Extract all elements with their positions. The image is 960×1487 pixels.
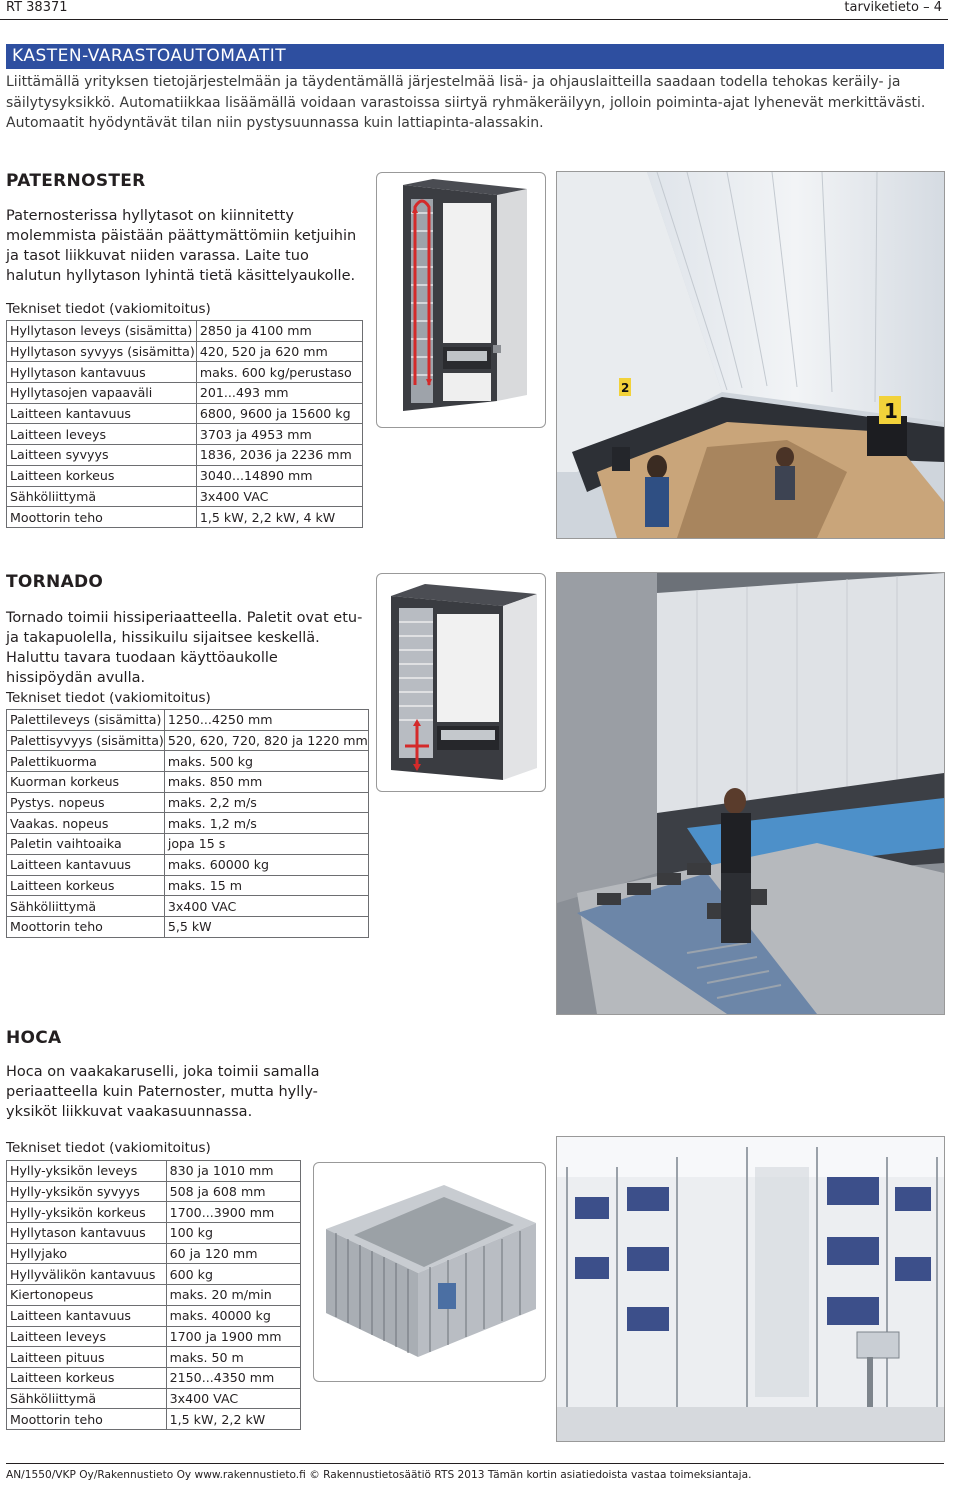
spec-label: Hyllyjako	[7, 1243, 167, 1264]
spec-value: maks. 850 mm	[164, 772, 368, 793]
spec-label: Sähköliittymä	[7, 896, 165, 917]
spec-label: Palettileveys (sisämitta)	[7, 710, 165, 731]
spec-value: 508 ja 608 mm	[166, 1181, 300, 1202]
page-title-banner: KASTEN-VARASTOAUTOMAATIT	[6, 44, 944, 69]
spec-value: maks. 1,2 m/s	[164, 813, 368, 834]
section-text-paternoster: Paternosterissa hyllytasot on kiinnitetty molemmista päistään päättymättömiin ketjuihin ja tasot liikkuvat niiden varassa. Laite tuo halutun hyllytason lyhintä tietä käsittelyaukolle.	[6, 208, 357, 284]
header-divider	[0, 19, 948, 20]
spec-value: 830 ja 1010 mm	[166, 1161, 300, 1182]
section-title-tornado: TORNADO	[6, 572, 104, 592]
document-code: RT 38371	[6, 0, 68, 15]
spec-value: 100 kg	[166, 1223, 300, 1244]
spec-row	[7, 834, 369, 855]
spec-row	[7, 1223, 301, 1244]
spec-value: 2850 ja 4100 mm	[196, 321, 362, 342]
section-text-tornado: Tornado toimii hissiperiaatteella. Paletit ovat etu- ja takapuolella, hissikuilu sijaitsee keskellä. Haluttu tavara tuodaan käyttöaukolle hissipöydän avulla.	[6, 610, 363, 686]
spec-table-tornado	[6, 709, 369, 938]
spec-row	[7, 1409, 301, 1430]
spec-value: maks. 600 kg/perustaso	[196, 362, 362, 383]
spec-value: 600 kg	[166, 1264, 300, 1285]
spec-label: Pystys. nopeus	[7, 792, 165, 813]
spec-value: 6800, 9600 ja 15600 kg	[196, 403, 362, 424]
card-type-label: tarviketieto – 4	[844, 0, 942, 15]
spec-label: Laitteen leveys	[7, 424, 197, 445]
spec-table-paternoster	[6, 320, 363, 528]
spec-row	[7, 424, 363, 445]
hoca-illustration	[313, 1162, 546, 1382]
spec-row	[7, 362, 363, 383]
spec-label: Sähköliittymä	[7, 486, 197, 507]
spec-row	[7, 1305, 301, 1326]
spec-value: 201...493 mm	[196, 383, 362, 404]
spec-label: Moottorin teho	[7, 916, 165, 937]
spec-label: Laitteen korkeus	[7, 875, 165, 896]
spec-label: Sähköliittymä	[7, 1388, 167, 1409]
spec-row	[7, 1285, 301, 1306]
spec-value: 1836, 2036 ja 2236 mm	[196, 445, 362, 466]
spec-value: maks. 50 m	[166, 1347, 300, 1368]
footer-text: AN/1550/VKP Oy/Rakennustieto Oy www.rakennustieto.fi © Rakennustietosäätiö RTS 2013 Tämän kortin asiatiedoista vastaa toimeksiantaja.	[6, 1469, 752, 1481]
paternoster-illustration	[376, 172, 546, 428]
spec-label: Laitteen korkeus	[7, 1367, 167, 1388]
spec-heading-paternoster: Tekniset tiedot (vakiomitoitus)	[6, 301, 211, 317]
spec-label: Laitteen kantavuus	[7, 403, 197, 424]
spec-row	[7, 751, 369, 772]
spec-value: maks. 40000 kg	[166, 1305, 300, 1326]
tornado-photo	[557, 573, 944, 1014]
spec-value: 3x400 VAC	[166, 1388, 300, 1409]
spec-label: Hyllytason syvyys (sisämitta)	[7, 341, 197, 362]
spec-row	[7, 1161, 301, 1182]
spec-value: 5,5 kW	[164, 916, 368, 937]
spec-heading-tornado: Tekniset tiedot (vakiomitoitus)	[6, 690, 211, 706]
hoca-photo	[557, 1137, 944, 1441]
spec-label: Vaakas. nopeus	[7, 813, 165, 834]
spec-value: maks. 500 kg	[164, 751, 368, 772]
spec-row	[7, 813, 369, 834]
spec-row	[7, 383, 363, 404]
spec-row	[7, 792, 369, 813]
spec-row	[7, 896, 369, 917]
spec-value: 420, 520 ja 620 mm	[196, 341, 362, 362]
tornado-illustration	[376, 573, 546, 792]
spec-label: Palettikuorma	[7, 751, 165, 772]
spec-label: Hyllytasojen vapaaväli	[7, 383, 197, 404]
spec-value: 60 ja 120 mm	[166, 1243, 300, 1264]
spec-row	[7, 1264, 301, 1285]
section-title-paternoster: PATERNOSTER	[6, 171, 146, 191]
spec-label: Hyllytason leveys (sisämitta)	[7, 321, 197, 342]
spec-row	[7, 1388, 301, 1409]
spec-value: 2150...4350 mm	[166, 1367, 300, 1388]
section-title-hoca: HOCA	[6, 1028, 62, 1048]
spec-label: Kiertonopeus	[7, 1285, 167, 1306]
spec-value: maks. 20 m/min	[166, 1285, 300, 1306]
spec-row	[7, 507, 363, 528]
spec-label: Palettisyvyys (sisämitta)	[7, 730, 165, 751]
spec-row	[7, 854, 369, 875]
spec-row	[7, 710, 369, 731]
spec-row	[7, 1347, 301, 1368]
spec-row	[7, 465, 363, 486]
spec-value: 1,5 kW, 2,2 kW	[166, 1409, 300, 1430]
spec-label: Paletin vaihtoaika	[7, 834, 165, 855]
spec-label: Moottorin teho	[7, 507, 197, 528]
spec-row	[7, 916, 369, 937]
spec-value: 3x400 VAC	[164, 896, 368, 917]
spec-label: Laitteen kantavuus	[7, 854, 165, 875]
spec-row	[7, 1326, 301, 1347]
spec-label: Hyllytason kantavuus	[7, 362, 197, 383]
spec-row	[7, 730, 369, 751]
spec-row	[7, 403, 363, 424]
spec-value: 3x400 VAC	[196, 486, 362, 507]
footer-divider	[6, 1463, 944, 1464]
spec-row	[7, 875, 369, 896]
spec-label: Laitteen kantavuus	[7, 1305, 167, 1326]
spec-label: Laitteen korkeus	[7, 465, 197, 486]
spec-label: Laitteen pituus	[7, 1347, 167, 1368]
spec-label: Hylly-yksikön leveys	[7, 1161, 167, 1182]
spec-label: Moottorin teho	[7, 1409, 167, 1430]
spec-label: Laitteen leveys	[7, 1326, 167, 1347]
spec-value: 1,5 kW, 2,2 kW, 4 kW	[196, 507, 362, 528]
aisle-marker-1: 1	[884, 399, 898, 423]
spec-row	[7, 1243, 301, 1264]
aisle-marker-2: 2	[621, 381, 630, 395]
spec-value: 520, 620, 720, 820 ja 1220 mm	[164, 730, 368, 751]
spec-value: jopa 15 s	[164, 834, 368, 855]
spec-value: 3040...14890 mm	[196, 465, 362, 486]
spec-value: maks. 15 m	[164, 875, 368, 896]
spec-label: Hyllytason kantavuus	[7, 1223, 167, 1244]
spec-row	[7, 772, 369, 793]
spec-heading-hoca: Tekniset tiedot (vakiomitoitus)	[6, 1140, 211, 1156]
spec-label: Kuorman korkeus	[7, 772, 165, 793]
paternoster-photo	[557, 172, 944, 538]
spec-value: 1250...4250 mm	[164, 710, 368, 731]
spec-label: Hylly-yksikön syvyys	[7, 1181, 167, 1202]
spec-label: Laitteen syvyys	[7, 445, 197, 466]
spec-row	[7, 445, 363, 466]
spec-value: 1700...3900 mm	[166, 1202, 300, 1223]
spec-row	[7, 1367, 301, 1388]
spec-row	[7, 341, 363, 362]
spec-label: Hyllyvälikön kantavuus	[7, 1264, 167, 1285]
intro-paragraph: Liittämällä yrityksen tietojärjestelmään ja täydentämällä järjestelmää lisä- ja ohjauslaitteilla saadaan todella tehokas keräily- ja säilytysyksikkö. Automatiikkaa lisäämällä voidaan varastoissa siirtyä ryhmäkeräilyyn, jolloin poiminta-ajat lyhenevät merkittävästi. Automaatit hyödyntävät tilan niin pystysuunnassa kuin lattiapinta-alassakin.	[6, 74, 926, 131]
spec-row	[7, 321, 363, 342]
spec-label: Hylly-yksikön korkeus	[7, 1202, 167, 1223]
section-text-hoca: Hoca on vaakakaruselli, joka toimii samalla periaatteella kuin Paternoster, mutta hylly-yksiköt liikkuvat vaakasuunnassa.	[6, 1064, 320, 1120]
spec-row	[7, 1181, 301, 1202]
spec-value: 1700 ja 1900 mm	[166, 1326, 300, 1347]
spec-table-hoca	[6, 1160, 301, 1430]
spec-row	[7, 486, 363, 507]
spec-value: maks. 60000 kg	[164, 854, 368, 875]
spec-value: 3703 ja 4953 mm	[196, 424, 362, 445]
spec-value: maks. 2,2 m/s	[164, 792, 368, 813]
spec-row	[7, 1202, 301, 1223]
